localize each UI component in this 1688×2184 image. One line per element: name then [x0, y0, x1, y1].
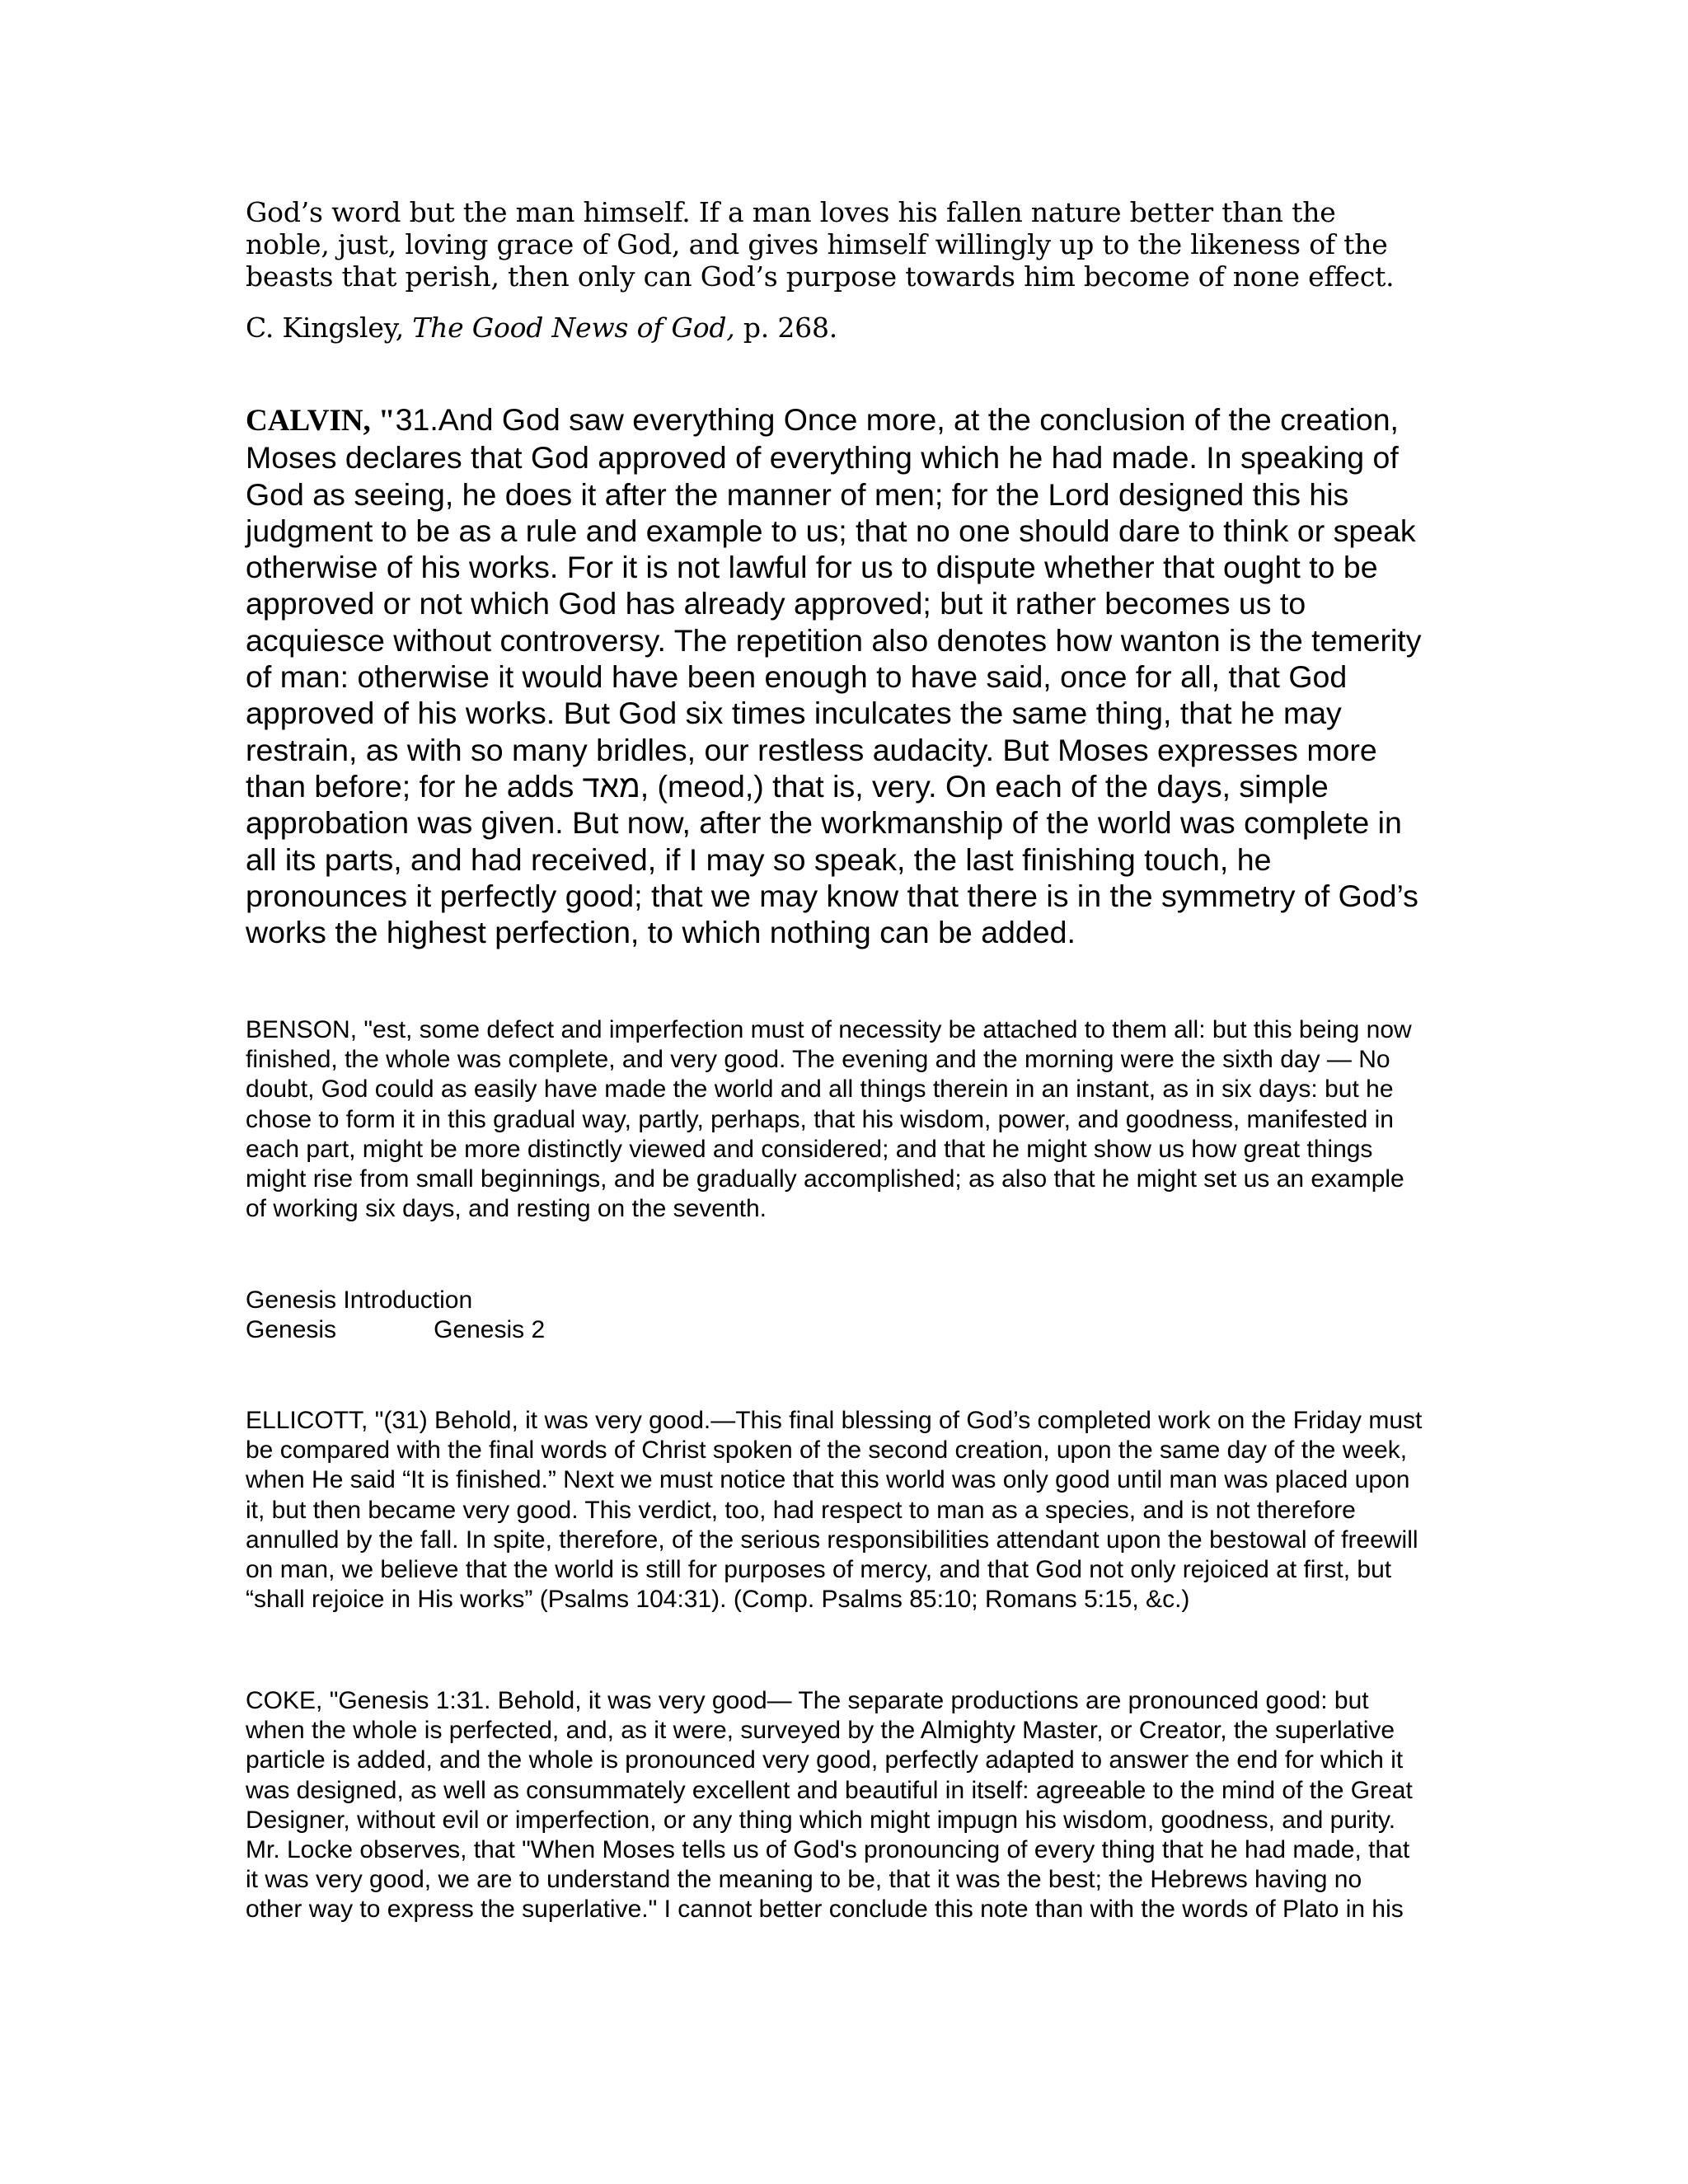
- genesis-book-link[interactable]: Genesis: [246, 1316, 337, 1344]
- calvin-lead: CALVIN, ": [246, 404, 396, 438]
- coke-commentary: COKE, "Genesis 1:31. Behold, it was very good— The separate productions are pronounced good: but when the whole is perfected, and, as it were, surveyed by the Almighty Master, or Creator, the superlative particle is added, and the whole is pronounced very good, perfectly adapted to answer the end for which it was designed, as well as consummately excellent and beautiful in itself: agreeable to the mind of the Great Designer, without evil or imperfection, or any thing which might impugn his wisdom, goodness, and purity. Mr. Locke observes, that "When Moses tells us of God's pronouncing of every thing that he had made, that it was very good, we are to understand the meaning to be, that it was the best; the Hebrews having no other way to express the superlative." I cannot better conclude this note than with the words of Plato in his: [246, 1687, 1413, 1924]
- ellicott-commentary: ELLICOTT, "(31) Behold, it was very good.—This final blessing of God’s completed work on the Friday must be compared with the final words of Christ spoken of the second creation, upon the same day of the week, when He said “It is finished.” Next we must notice that this world was only good until man was placed upon it, but then became very good. This verdict, too, had respect to man as a species, and is not therefore annulled by the fall. In spite, therefore, of the serious responsibilities attendant upon the bestowal of freewill on man, we believe that the world is still for purposes of mercy, and that God not only rejoiced at first, but “shall rejoice in His works” (Psalms 104:31). (Comp. Psalms 85:10; Romans 5:15, &c.): [246, 1407, 1423, 1614]
- calvin-text: 31.And God saw everything Once more, at the conclusion of the creation, Moses declares that God approved of everything which he had made. In speaking of God as seeing, he does it after the manner of men; for the Lord designed this his judgment to be as a rule and example to us; that no one should dare to think or speak otherwise of his works. For it is not lawful for us to dispute whether that ought to be approved or not which God has already approved; but it rather becomes us to acquiesce without controversy. The repetition also denotes how wanton is the temerity of man: otherwise it would have been enough to have said, once for all, that God approved of his works. But God six times inculcates the same thing, that he may restrain, as with so many bridles, our restless audacity. But Moses expresses more than before; for he adds מאד, (meod,) that is, very. On each of the days, simple approbation was given. But now, after the workmanship of the world was complete in all its parts, and had received, if I may so speak, the last finishing touch, he pronounces it perfectly good; that we may know that there is in the symmetry of God’s works the highest perfection, to which nothing can be added.: [246, 402, 1422, 950]
- kingsley-citation: [246, 312, 1424, 344]
- calvin-commentary: [246, 401, 1424, 950]
- citation-page: p. 268.: [734, 312, 838, 344]
- benson-commentary: BENSON, "est, some defect and imperfection must of necessity be attached to them all: but this being now finished, the whole was complete, and very good. The evening and the morning were the sixth day — No doubt, God could as easily have made the world and all things therein in an instant, as in six days: but he chose to form it in this gradual way, partly, perhaps, that his wisdom, power, and goodness, manifested in each part, might be more distinctly viewed and considered; and that he might show us how great things might rise from small beginnings, and be gradually accomplished; as also that he might set us an example of working six days, and resting on the seventh.: [246, 1016, 1412, 1223]
- chapter-navigation: [246, 1286, 1424, 1345]
- genesis-2-link[interactable]: Genesis 2: [434, 1316, 546, 1344]
- citation-title: The Good News of God,: [412, 312, 735, 344]
- kingsley-quote-paragraph: God’s word but the man himself. If a man loves his fallen nature better than the noble, just, loving grace of God, and gives himself willingly up to the likeness of the beasts that perish, then only can God’s purpose towards him become of none effect.: [246, 196, 1395, 293]
- nav-row: [246, 1315, 1424, 1345]
- citation-author: C. Kingsley,: [246, 312, 413, 344]
- genesis-introduction-link[interactable]: Genesis Introduction: [246, 1286, 473, 1314]
